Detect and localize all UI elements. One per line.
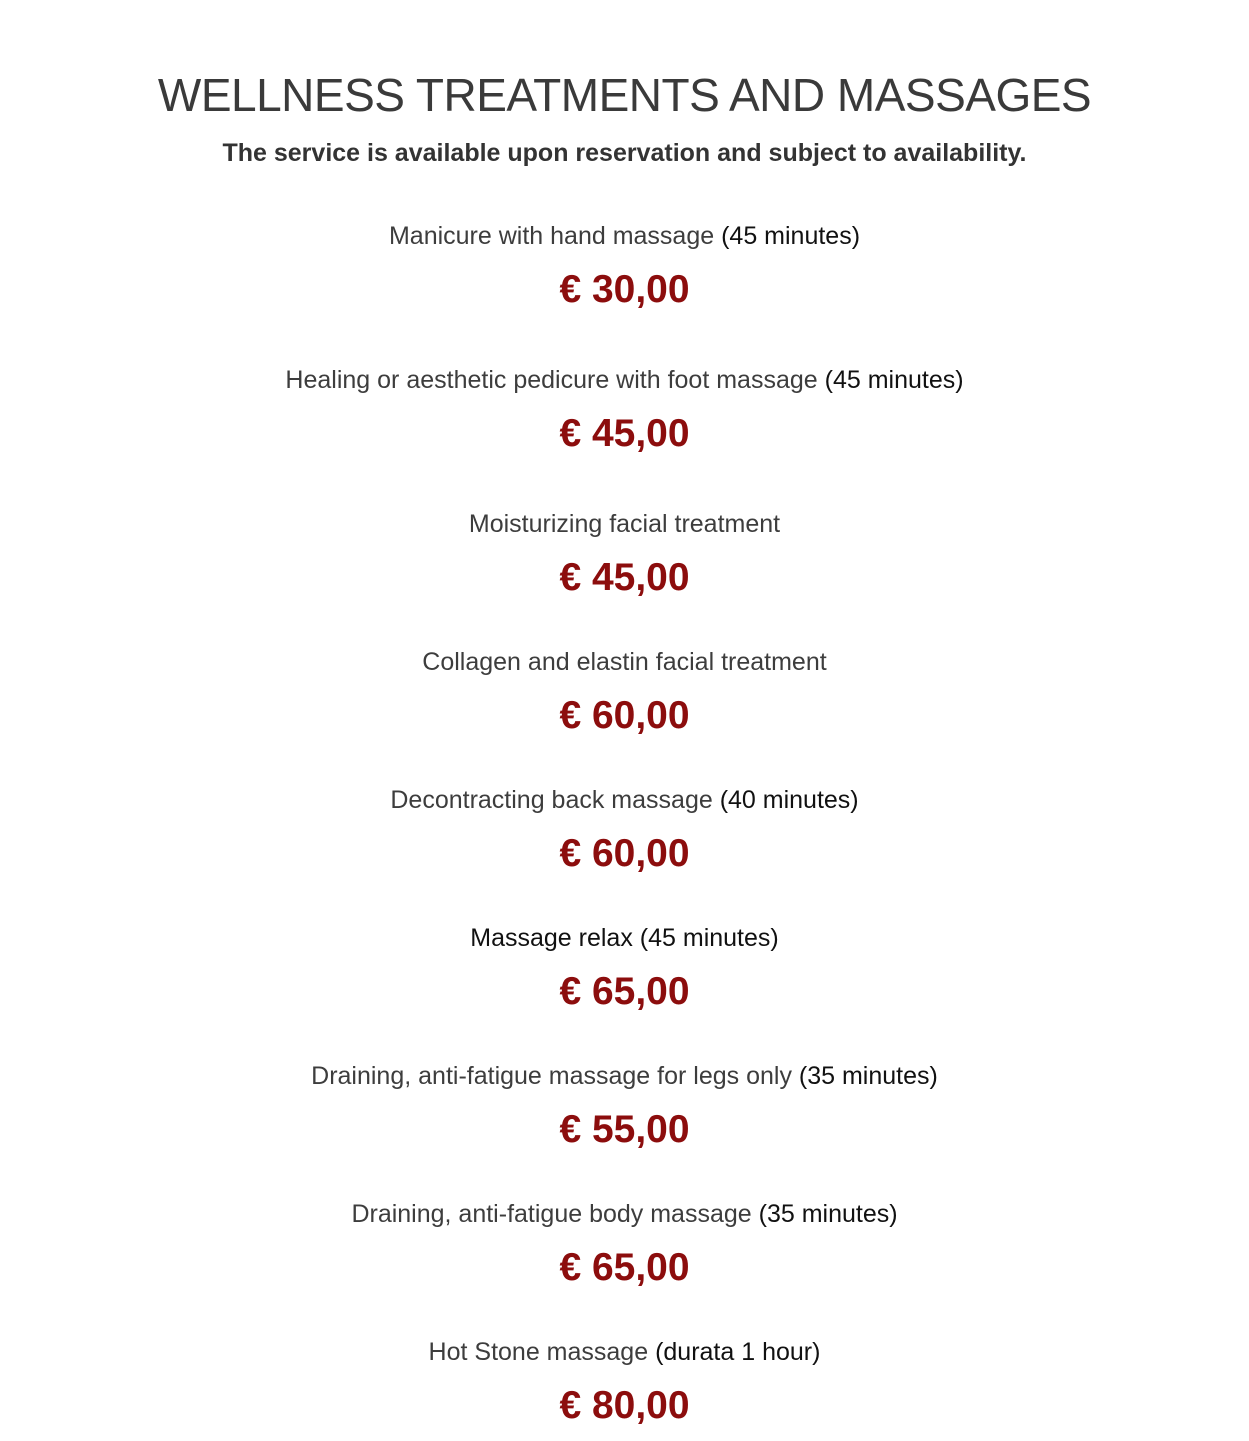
service-item: [0, 364, 1249, 456]
service-title: Collagen and elastin facial treatment: [422, 648, 827, 676]
service-item: [0, 646, 1249, 738]
service-duration: (45 minutes): [817, 366, 964, 394]
service-price: € 45,00: [559, 556, 690, 599]
service-name: [0, 646, 1249, 678]
service-name: [0, 784, 1249, 816]
service-title: Draining, anti-fatigue massage for legs only: [311, 1062, 792, 1090]
service-name: [0, 364, 1249, 396]
service-duration: (40 minutes): [712, 786, 859, 814]
service-duration: (35 minutes): [791, 1062, 938, 1090]
service-duration: (35 minutes): [751, 1200, 898, 1228]
service-item: [0, 1060, 1249, 1152]
service-name: [0, 508, 1249, 540]
service-name: [0, 1060, 1249, 1092]
service-price: € 60,00: [559, 694, 690, 737]
page-subtitle: The service is available upon reservation and subject to availability.: [222, 139, 1027, 167]
service-price: € 60,00: [559, 832, 690, 875]
service-name: [0, 220, 1249, 252]
service-title: Hot Stone massage: [428, 1338, 649, 1366]
service-duration: (45 minutes): [714, 222, 861, 250]
service-price: € 30,00: [559, 268, 690, 311]
service-price: € 55,00: [559, 1108, 690, 1151]
page-title: WELLNESS TREATMENTS AND MASSAGES: [157, 69, 1092, 121]
service-title: Draining, anti-fatigue body massage: [351, 1200, 752, 1228]
service-item: [0, 1198, 1249, 1290]
service-item: [0, 784, 1249, 876]
service-price: € 45,00: [559, 412, 690, 455]
service-title: Moisturizing facial treatment: [468, 510, 781, 538]
service-name: [0, 1336, 1249, 1368]
service-item: [0, 508, 1249, 600]
service-price: € 65,00: [559, 970, 690, 1013]
service-item: [0, 922, 1249, 1014]
service-price: € 80,00: [559, 1384, 690, 1427]
service-item: [0, 220, 1249, 312]
service-item: [0, 1336, 1249, 1428]
service-name: [0, 1198, 1249, 1230]
service-title: Decontracting back massage: [390, 786, 713, 814]
service-title: Manicure with hand massage: [388, 222, 715, 250]
service-name: [0, 922, 1249, 954]
service-title: Healing or aesthetic pedicure with foot massage: [285, 366, 818, 394]
service-duration: (durata 1 hour): [648, 1338, 821, 1366]
service-title: Massage relax (45 minutes): [470, 924, 779, 952]
service-price: € 65,00: [559, 1246, 690, 1289]
